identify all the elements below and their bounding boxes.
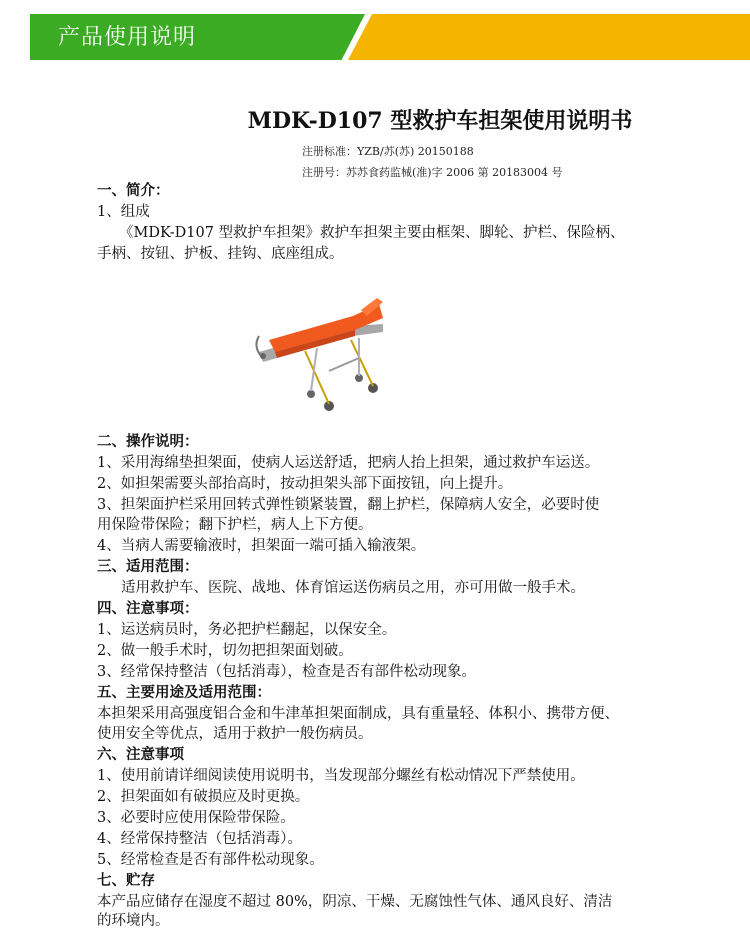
- section-2-item-3b: 用保险带保险；翻下护栏，病人上下方便。: [97, 517, 373, 533]
- section-5-line-2: 使用安全等优点，适用于救护一般伤病员。: [97, 726, 373, 742]
- section-7-line-1: 本产品应储存在湿度不超过 80%，阴凉、干燥、无腐蚀性气体、通风良好、清洁: [97, 894, 613, 910]
- section-1-para-line-1: 《MDK-D107 型救护车担架》救护车担架主要由框架、脚轮、护栏、保险柄、: [119, 225, 625, 241]
- section-7-line-2: 的环境内。: [97, 913, 170, 929]
- section-1-para-line-2: 手柄、按钮、护板、挂钩、底座组成。: [97, 246, 344, 262]
- header-banner: [0, 0, 750, 60]
- section-6-heading: 六、注意事项: [97, 746, 184, 763]
- section-1-heading: 一、简介：: [97, 182, 170, 199]
- section-4-heading: 四、注意事项：: [97, 600, 199, 617]
- document-title: MDK-D107 型救护车担架使用说明书: [247, 108, 633, 134]
- stretcher-image: [255, 296, 385, 418]
- section-7-heading: 七、贮存: [97, 872, 155, 889]
- section-6-item-4: 4、经常保持整洁（包括消毒）。: [97, 831, 302, 847]
- section-2-item-3a: 3、担架面护栏采用回转式弹性锁紧装置，翻上护栏，保障病人安全，必要时使: [97, 497, 600, 513]
- section-4-item-2: 2、做一般手术时，切勿把担架面划破。: [97, 643, 353, 659]
- section-2-item-2: 2、如担架需要头部抬高时，按动担架头部下面按钮，向上提升。: [97, 476, 513, 492]
- banner-title: 产品使用说明: [58, 25, 197, 50]
- section-6-item-5: 5、经常检查是否有部件松动现象。: [97, 852, 324, 868]
- section-6-item-3: 3、必要时应使用保险带保险。: [97, 810, 295, 826]
- section-2-heading: 二、操作说明：: [97, 433, 199, 450]
- section-5-line-1: 本担架采用高强度铝合金和牛津革担架面制成，具有重量轻、体积小、携带方便、: [97, 706, 619, 722]
- section-4-item-3: 3、经常保持整洁（包括消毒），检查是否有部件松动现象。: [97, 664, 476, 680]
- registration-standard: 注册标准：YZB/苏(苏) 20150188: [302, 145, 474, 158]
- section-6-item-1: 1、使用前请详细阅读使用说明书，当发现部分螺丝有松动情况下严禁使用。: [97, 768, 585, 784]
- section-6-item-2: 2、担架面如有破损应及时更换。: [97, 789, 310, 805]
- section-2-item-4: 4、当病人需要输液时，担架面一端可插入输液架。: [97, 538, 426, 554]
- registration-number: 注册号：苏苏食药监械(准)字 2006 第 20183004 号: [302, 166, 563, 179]
- section-1-sub: 1、组成: [97, 204, 150, 220]
- section-5-heading: 五、主要用途及适用范围：: [97, 684, 271, 701]
- banner-yellow-band: [348, 14, 750, 60]
- section-4-item-1: 1、运送病员时，务必把护栏翻起，以保安全。: [97, 622, 397, 638]
- section-3-item-1: 适用救护车、医院、战地、体育馆运送伤病员之用，亦可用做一般手术。: [121, 580, 585, 596]
- section-2-item-1: 1、采用海绵垫担架面，使病人运送舒适，把病人抬上担架，通过救护车运送。: [97, 455, 600, 471]
- section-3-heading: 三、适用范围：: [97, 558, 199, 575]
